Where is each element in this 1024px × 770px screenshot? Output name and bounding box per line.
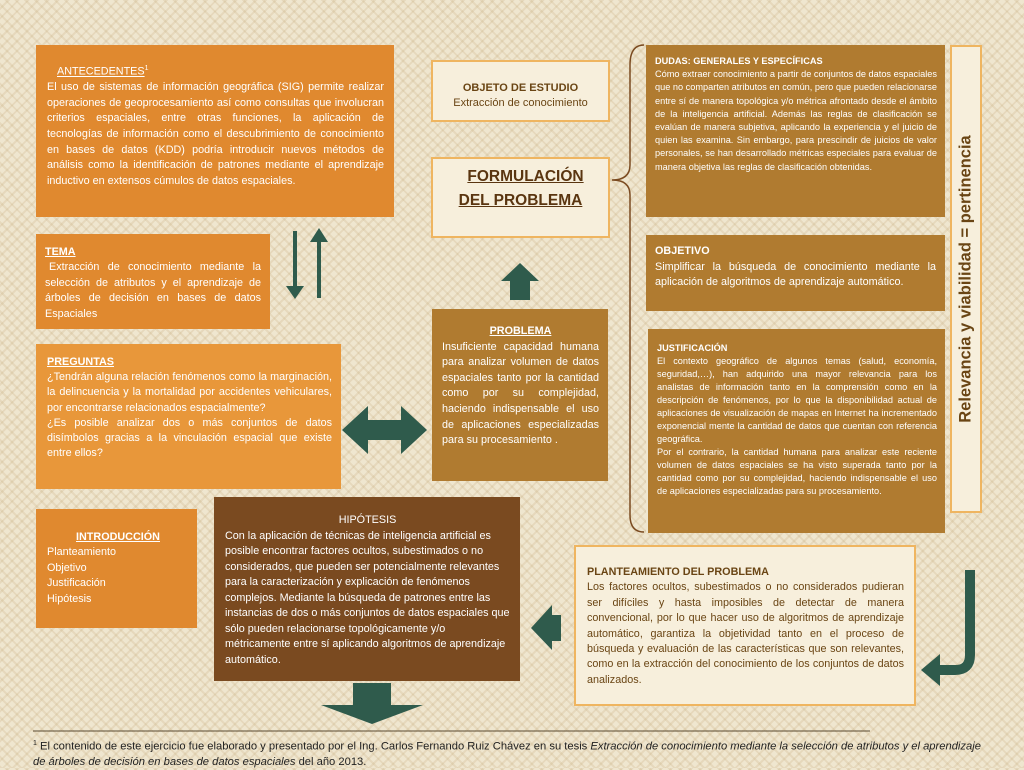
footnote-text-end: del año 2013. <box>295 755 367 768</box>
introduccion-item: Justificación <box>47 577 106 590</box>
dudas-body: Cómo extraer conocimiento a partir de conjuntos de datos espaciales que no comparten atributos en común, pero que pueden relacionarse entre sí de manera topológica y/o métrica afrontado desde el ámbito de la inteligencia artificial. Además las reglas de clasificación se evalúan de manera subjetiva, aplicando la experiencia y el juicio de quien las examina. Sin embargo, para prescindir de juicios de valor personales, se han desarrollado métricas especiales para evaluar de manera objetiva las reglas de clasificación obtenidas. <box>655 69 937 172</box>
objeto-body: Extracción de conocimiento <box>453 97 588 109</box>
problema-title: PROBLEMA <box>489 325 552 337</box>
pregunta-2: ¿Es posible analizar dos o más conjuntos de datos disímbolos gracias a la vinculación espacial que existe entre ellos? <box>47 416 332 460</box>
footnote-thesis-title: Extracción de conocimiento mediante la selección de atributos y el aprendizaje de árboles de decisión en bases de datos espaciales <box>33 740 981 768</box>
antecedentes-title: ANTECEDENTES <box>57 65 145 78</box>
down-arrow-icon <box>286 231 304 299</box>
big-up-arrow-icon <box>501 263 539 300</box>
tema-body: Extracción de conocimiento mediante la selección de atributos y el aprendizaje de árboles de decisión en bases de datos Espaciales <box>45 261 261 320</box>
introduccion-item: Hipótesis <box>47 592 92 605</box>
planteamiento-title: PLANTEAMIENTO DEL PROBLEMA <box>587 566 769 578</box>
objeto-title: OBJETO DE ESTUDIO <box>462 82 579 94</box>
double-arrow-icon <box>342 406 427 454</box>
big-down-arrow-icon <box>321 683 423 724</box>
formulacion-line1: FORMULACIÓN <box>467 168 584 185</box>
hipotesis-body: Con la aplicación de técnicas de inteligencia artificial es posible encontrar factores ocultos, subestimados o no considerados, que pueden ser potencialmente relevantes para la caracterización y explicación de fenómenos complejos. Mediante la búsqueda de patrones entre las instancias de dos o más conjuntos de datos espaciales que sólo pueden relacionarse topológicamente y/o métricamente entre sí aplicando algoritmos de aprendizaje automático. <box>225 529 510 666</box>
introduccion-item: Planteamiento <box>47 546 117 559</box>
formulacion-line2: DEL PROBLEMA <box>458 192 583 209</box>
hipotesis-title: HIPÓTESIS <box>338 514 397 526</box>
hook-arrow-icon <box>921 570 970 686</box>
planteamiento-body: Los factores ocultos, subestimados o no considerados pudieran ser difíciles y hasta imposibles de detectar de manera convencional, por lo que hacer uso de algoritmos de aprendizaje automático, garantiza la objetividad tanto en el proceso de búsqueda y evaluación de las características que son relevantes, como en la extracción del conocimiento de los conjuntos de datos analizados. <box>587 581 904 686</box>
objetivo-body: Simplificar la búsqueda de conocimiento mediante la aplicación de algoritmos de aprendizaje automático. <box>655 260 936 289</box>
footnote-text: El contenido de este ejercicio fue elaborado y presentado por el Ing. Carlos Fernando Ruiz Chávez en su tesis <box>40 740 591 753</box>
bracket-connector <box>612 45 644 532</box>
justificacion-p1: El contexto geográfico de algunos temas (salud, economía, seguridad,…), han adquirido una mayor relevancia para los analistas de información tanto en la comprensión como en la descripción de fenómenos, por lo que la disponibilidad actual de aplicaciones de visualización de mapas en Internet ha incrementado exponencial mente la cantidad de datos que cuentan con referencia geográfica. <box>657 356 937 444</box>
relevancia-label: Relevancia y viabilidad = pertinencia <box>956 135 975 423</box>
introduccion-item: Objetivo <box>47 561 87 574</box>
footnote <box>33 736 993 770</box>
pregunta-1: ¿Tendrán alguna relación fenómenos como la marginación, la delincuencia y la mortalidad por accidentes vehiculares, por encontrarse relacionados espacialmente? <box>47 371 332 414</box>
justificacion-title: JUSTIFICACIÓN <box>657 343 728 353</box>
problema-body: Insuficiente capacidad humana para analizar volumen de datos espaciales tanto por la cantidad como por su complejidad, haciendo indispensable el uso de aplicaciones especializadas para su procesamiento . <box>442 340 599 447</box>
left-arrow-icon <box>531 605 561 650</box>
footnote-number: 1 <box>33 740 37 747</box>
preguntas-title: PREGUNTAS <box>47 356 114 368</box>
antecedentes-body: El uso de sistemas de información geográfica (SIG) permite realizar operaciones de geoprocesamiento así como consultas que involucran criterios espaciales, entre otras funciones, la aplicación de tecnologías de información como el descubrimiento de conocimiento en bases de datos (KDD) podría introducir nuevos métodos de análisis como la identificación de patrones mediante el aprendizaje inductivo en extensos cúmulos de datos espaciales. <box>47 81 384 187</box>
up-arrow-icon <box>310 228 328 298</box>
introduccion-title: INTRODUCCIÓN <box>76 531 160 543</box>
tema-title: TEMA <box>45 246 76 258</box>
footnote-ref: 1 <box>144 65 149 72</box>
justificacion-p2: Por el contrario, la cantidad humana para analizar este reciente volumen de datos espaciales se ha visto superada tanto por la cantidad como por su complejidad, haciendo indispensable el uso de aplicaciones especializadas para su procesamiento. <box>657 447 937 496</box>
dudas-title: DUDAS: GENERALES Y ESPECÍFICAS <box>655 56 823 66</box>
objetivo-title: OBJETIVO <box>655 245 710 257</box>
